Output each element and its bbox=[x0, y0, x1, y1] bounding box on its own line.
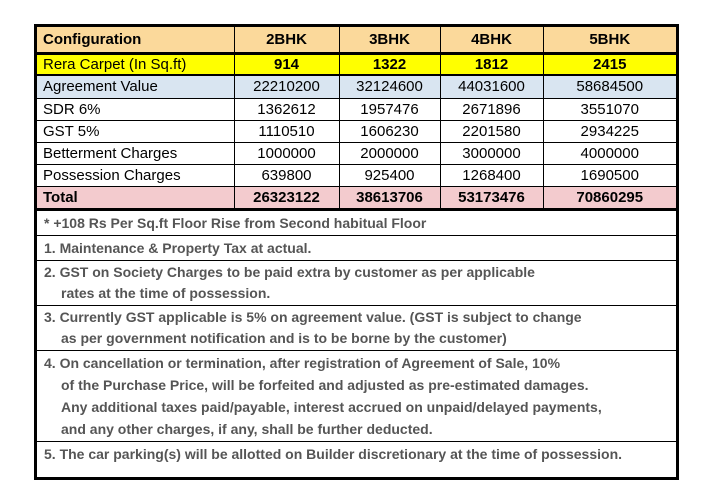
row-label-agreement-value: Agreement Value bbox=[37, 75, 234, 98]
note-text: rates at the time of possession. bbox=[61, 285, 271, 301]
col-header-configuration: Configuration bbox=[37, 27, 234, 53]
cell-sdr-2bhk: 1362612 bbox=[234, 98, 339, 120]
pricing-sheet bbox=[34, 24, 679, 480]
row-label-total: Total bbox=[37, 186, 234, 208]
cell-possession-5bhk: 1690500 bbox=[543, 164, 676, 186]
pricing-table bbox=[37, 27, 676, 208]
cell-sdr-5bhk: 3551070 bbox=[543, 98, 676, 120]
note-text: 4. On cancellation or termination, after registration of Agreement of Sale, 10% bbox=[44, 355, 561, 371]
cell-total-2bhk: 26323122 bbox=[234, 186, 339, 208]
row-label-possession-charges: Possession Charges bbox=[37, 164, 234, 186]
note-text: and any other charges, if any, shall be further deducted. bbox=[61, 421, 433, 437]
note-text: 3. Currently GST applicable is 5% on agreement value. (GST is subject to change bbox=[44, 309, 582, 325]
cell-possession-2bhk: 639800 bbox=[234, 164, 339, 186]
row-label-betterment-charges: Betterment Charges bbox=[37, 142, 234, 164]
note-text: 2. GST on Society Charges to be paid extra by customer as per applicable bbox=[44, 264, 535, 280]
notes-section bbox=[37, 208, 676, 466]
cell-rera-4bhk: 1812 bbox=[440, 53, 543, 75]
cell-sdr-3bhk: 1957476 bbox=[339, 98, 440, 120]
cell-agreement-2bhk: 22210200 bbox=[234, 75, 339, 98]
cell-betterment-2bhk: 1000000 bbox=[234, 142, 339, 164]
col-header-5bhk: 5BHK bbox=[543, 27, 676, 53]
row-label-sdr: SDR 6% bbox=[37, 98, 234, 120]
note-text: * +108 Rs Per Sq.ft Floor Rise from Second habitual Floor bbox=[44, 215, 427, 231]
cell-rera-2bhk: 914 bbox=[234, 53, 339, 75]
row-gst bbox=[37, 120, 676, 142]
cell-possession-4bhk: 1268400 bbox=[440, 164, 543, 186]
note-5-car-parking bbox=[37, 441, 676, 466]
cell-rera-5bhk: 2415 bbox=[543, 53, 676, 75]
cell-gst-5bhk: 2934225 bbox=[543, 120, 676, 142]
cell-rera-3bhk: 1322 bbox=[339, 53, 440, 75]
note-text: Any additional taxes paid/payable, interest accrued on unpaid/delayed payments, bbox=[61, 399, 602, 415]
cell-agreement-5bhk: 58684500 bbox=[543, 75, 676, 98]
col-header-3bhk: 3BHK bbox=[339, 27, 440, 53]
row-betterment-charges bbox=[37, 142, 676, 164]
cell-gst-4bhk: 2201580 bbox=[440, 120, 543, 142]
cell-sdr-4bhk: 2671896 bbox=[440, 98, 543, 120]
cell-total-4bhk: 53173476 bbox=[440, 186, 543, 208]
cell-gst-2bhk: 1110510 bbox=[234, 120, 339, 142]
cell-possession-3bhk: 925400 bbox=[339, 164, 440, 186]
row-total bbox=[37, 186, 676, 208]
note-4-cancellation bbox=[37, 350, 676, 441]
cell-total-5bhk: 70860295 bbox=[543, 186, 676, 208]
row-label-gst: GST 5% bbox=[37, 120, 234, 142]
note-text: 5. The car parking(s) will be allotted on Builder discretionary at the time of possession. bbox=[44, 446, 623, 462]
row-sdr bbox=[37, 98, 676, 120]
row-label-rera-carpet: Rera Carpet (In Sq.ft) bbox=[37, 53, 234, 75]
note-text: 1. Maintenance & Property Tax at actual. bbox=[44, 240, 312, 256]
col-header-2bhk: 2BHK bbox=[234, 27, 339, 53]
cell-betterment-3bhk: 2000000 bbox=[339, 142, 440, 164]
cell-total-3bhk: 38613706 bbox=[339, 186, 440, 208]
note-3-gst-applicable bbox=[37, 305, 676, 350]
note-1-maintenance bbox=[37, 235, 676, 260]
row-agreement-value bbox=[37, 75, 676, 98]
cell-betterment-5bhk: 4000000 bbox=[543, 142, 676, 164]
note-text: of the Purchase Price, will be forfeited and adjusted as pre-estimated damages. bbox=[61, 377, 589, 393]
row-rera-carpet bbox=[37, 53, 676, 75]
note-2-gst-society bbox=[37, 260, 676, 305]
row-possession-charges bbox=[37, 164, 676, 186]
cell-gst-3bhk: 1606230 bbox=[339, 120, 440, 142]
cell-agreement-4bhk: 44031600 bbox=[440, 75, 543, 98]
cell-betterment-4bhk: 3000000 bbox=[440, 142, 543, 164]
col-header-4bhk: 4BHK bbox=[440, 27, 543, 53]
cell-agreement-3bhk: 32124600 bbox=[339, 75, 440, 98]
note-text: as per government notification and is to be borne by the customer) bbox=[61, 330, 507, 346]
note-floor-rise bbox=[37, 208, 676, 235]
table-header-row bbox=[37, 27, 676, 53]
